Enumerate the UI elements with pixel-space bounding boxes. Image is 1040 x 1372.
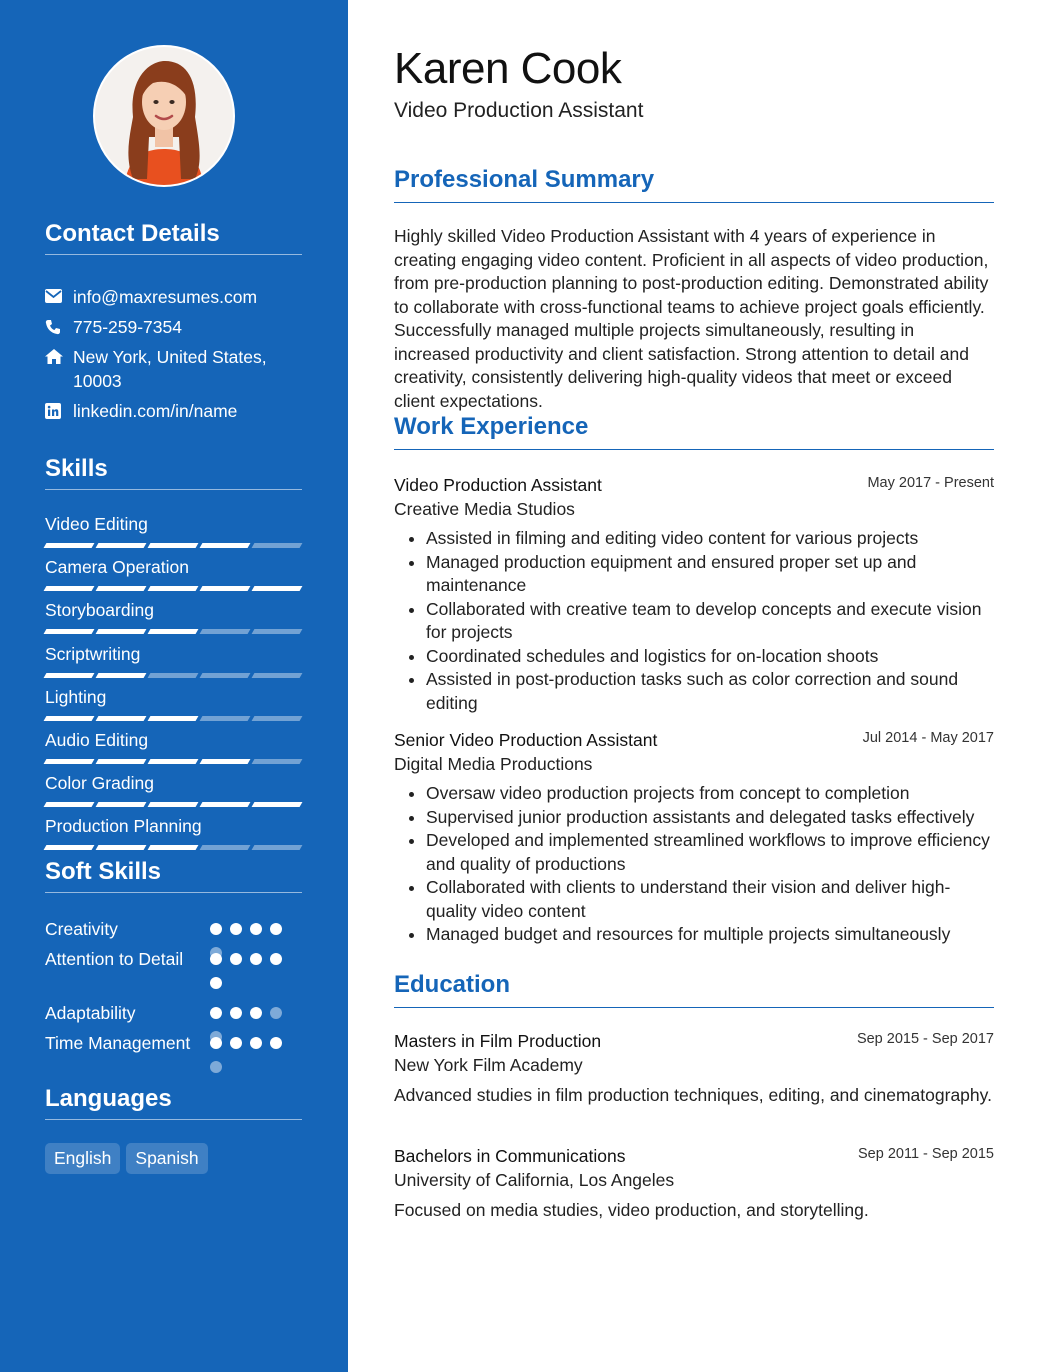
- skill-name: Production Planning: [45, 816, 202, 837]
- skill-item: [45, 512, 302, 555]
- skill-level-bar: [45, 759, 302, 764]
- soft-skill-item: [45, 947, 302, 987]
- skill-level-segment: [148, 802, 199, 807]
- skills-heading: Skills: [45, 455, 302, 490]
- rating-dot: [270, 953, 282, 965]
- skill-level-segment: [200, 845, 251, 850]
- skill-level-segment: [96, 802, 147, 807]
- language-chip: Spanish: [126, 1143, 207, 1174]
- rating-dot: [230, 1007, 242, 1019]
- job-entry: [394, 728, 994, 947]
- education-degree: Masters in Film Production: [394, 1031, 602, 1051]
- skill-item: [45, 814, 302, 857]
- skill-level-segment: [200, 802, 251, 807]
- skill-level-segment: [200, 543, 251, 548]
- skill-name: Video Editing: [45, 514, 148, 534]
- skill-level-segment: [96, 716, 147, 721]
- skill-item: [45, 598, 302, 641]
- skill-level-segment: [44, 673, 95, 678]
- skill-level-segment: [44, 845, 95, 850]
- skill-level-segment: [148, 716, 199, 721]
- skill-item: [45, 771, 302, 814]
- education-school: New York Film Academy: [394, 1055, 583, 1075]
- contact-phone-text[interactable]: 775-259-7354: [73, 317, 182, 337]
- soft-skill-name: Adaptability: [45, 1003, 136, 1023]
- contact-email-text[interactable]: info@maxresumes.com: [73, 287, 258, 307]
- rating-dot: [210, 1007, 222, 1019]
- skill-level-segment: [44, 802, 95, 807]
- skill-level-segment: [44, 716, 95, 721]
- linkedin-icon: [45, 399, 73, 419]
- skill-level-segment: [148, 759, 199, 764]
- soft-skills-heading: Soft Skills: [45, 858, 302, 893]
- skill-item: [45, 555, 302, 598]
- skill-level-segment: [252, 543, 303, 548]
- rating-dot: [230, 923, 242, 935]
- job-title: Video Production Assistant: [394, 475, 602, 495]
- skill-level-segment: [252, 629, 303, 634]
- job-entry: [394, 473, 994, 715]
- job-bullet: • Assisted in post-production tasks such as color correction and sound editing: [426, 668, 994, 715]
- skills-list: [45, 512, 302, 858]
- summary-text: Highly skilled Video Production Assistant with 4 years of experience in creating engaging video content. Proficient in all aspects of video production, from pre-production planning to post-production editing. Demonstrated ability to collaborate with cross-functional teams to achieve project goals efficiently. Successfully managed multiple projects simultaneously, resulting in increased productivity and client satisfaction. Strong attention to detail and creativity, consistently delivering high-quality videos that meet or exceed client expectations.: [394, 226, 989, 411]
- job-title: Senior Video Production Assistant: [394, 730, 658, 750]
- soft-skill-item: [45, 1031, 302, 1071]
- rating-dot: [210, 1037, 222, 1049]
- phone-icon: [45, 315, 73, 335]
- job-bullet: • Supervised junior production assistants and delegated tasks effectively: [426, 806, 994, 830]
- languages-list: [45, 1143, 208, 1174]
- job-bullet: • Oversaw video production projects from concept to completion: [426, 782, 994, 806]
- job-bullet: • Collaborated with clients to understand their vision and deliver high-quality video content: [426, 876, 994, 923]
- rating-dot: [210, 923, 222, 935]
- skill-level-segment: [200, 629, 251, 634]
- skill-level-segment: [44, 586, 95, 591]
- job-bullet: • Managed budget and resources for multiple projects simultaneously: [426, 923, 994, 947]
- rating-dot: [270, 1007, 282, 1019]
- skill-level-segment: [200, 716, 251, 721]
- skill-level-segment: [96, 759, 147, 764]
- skill-level-segment: [252, 716, 303, 721]
- skill-level-segment: [96, 586, 147, 591]
- skill-level-bar: [45, 802, 302, 807]
- skill-level-bar: [45, 586, 302, 591]
- profile-photo-image: [95, 47, 233, 185]
- soft-skill-name: Attention to Detail: [45, 949, 184, 969]
- home-icon: [45, 345, 73, 364]
- candidate-title: Video Production Assistant: [394, 99, 644, 122]
- skill-level-bar: [45, 673, 302, 678]
- skill-name: Scriptwriting: [45, 643, 141, 664]
- rating-dot: [210, 977, 222, 989]
- job-bullet: • Managed production equipment and ensured proper set up and maintenance: [426, 551, 994, 598]
- profile-photo: [93, 45, 235, 187]
- soft-skill-name: Creativity: [45, 919, 118, 939]
- skill-level-segment: [148, 543, 199, 548]
- skill-level-segment: [252, 802, 303, 807]
- job-dates: Jul 2014 - May 2017: [862, 730, 994, 746]
- contact-address-line2: 10003: [73, 371, 122, 391]
- education-description: Advanced studies in film production techniques, editing, and cinematography.: [394, 1085, 992, 1105]
- skill-level-segment: [252, 759, 303, 764]
- education-entry: [394, 1029, 994, 1108]
- skill-level-bar: [45, 845, 302, 850]
- skill-level-segment: [148, 629, 199, 634]
- skill-level-segment: [96, 673, 147, 678]
- skill-level-segment: [200, 759, 251, 764]
- job-bullet: • Collaborated with creative team to develop concepts and execute vision for projects: [426, 598, 994, 645]
- soft-skill-rating: [210, 1031, 290, 1071]
- education-description: Focused on media studies, video production, and storytelling.: [394, 1200, 869, 1220]
- skill-level-segment: [148, 586, 199, 591]
- contact-list: [45, 285, 305, 429]
- rating-dot: [270, 1037, 282, 1049]
- skill-level-bar: [45, 543, 302, 548]
- contact-heading: Contact Details: [45, 220, 302, 255]
- job-company: Creative Media Studios: [394, 499, 575, 519]
- education-entry: [394, 1144, 994, 1223]
- contact-phone[interactable]: [45, 315, 305, 339]
- education-degree: Bachelors in Communications: [394, 1146, 626, 1166]
- education-heading: Education: [394, 971, 994, 1008]
- skill-level-segment: [200, 673, 251, 678]
- contact-linkedin[interactable]: [45, 399, 305, 423]
- skill-level-segment: [148, 673, 199, 678]
- skill-level-segment: [148, 845, 199, 850]
- skill-level-segment: [96, 543, 147, 548]
- rating-dot: [250, 953, 262, 965]
- job-bullet: • Coordinated schedules and logistics for on-location shoots: [426, 645, 994, 669]
- education-dates: Sep 2011 - Sep 2015: [858, 1146, 994, 1162]
- rating-dot: [230, 953, 242, 965]
- languages-heading: Languages: [45, 1085, 302, 1120]
- soft-skill-rating: [210, 947, 290, 987]
- skill-level-bar: [45, 629, 302, 634]
- education-school: University of California, Los Angeles: [394, 1170, 675, 1190]
- contact-address: [45, 345, 305, 393]
- skill-level-segment: [44, 759, 95, 764]
- rating-dot: [250, 1007, 262, 1019]
- skill-item: [45, 728, 302, 771]
- skill-level-segment: [44, 543, 95, 548]
- skill-item: [45, 642, 302, 685]
- skill-level-segment: [200, 586, 251, 591]
- experience-heading: Work Experience: [394, 413, 994, 450]
- skill-level-segment: [252, 673, 303, 678]
- skill-level-segment: [96, 629, 147, 634]
- job-dates: May 2017 - Present: [867, 475, 994, 491]
- skill-level-segment: [96, 845, 147, 850]
- job-bullet: • Developed and implemented streamlined workflows to improve efficiency and quality of productions: [426, 829, 994, 876]
- skill-item: [45, 685, 302, 728]
- skill-level-bar: [45, 716, 302, 721]
- candidate-name: Karen Cook: [394, 44, 622, 93]
- skill-name: Audio Editing: [45, 729, 149, 750]
- skill-name: Color Grading: [45, 773, 154, 794]
- rating-dot: [250, 923, 262, 935]
- sidebar: [0, 0, 348, 1372]
- contact-email[interactable]: [45, 285, 305, 309]
- envelope-icon: [45, 285, 73, 303]
- job-bullet: • Assisted in filming and editing video content for various projects: [426, 527, 994, 551]
- job-company: Digital Media Productions: [394, 754, 593, 774]
- summary-heading: Professional Summary: [394, 166, 994, 203]
- job-bullets: [394, 782, 994, 947]
- rating-dot: [230, 1037, 242, 1049]
- skill-level-segment: [252, 586, 303, 591]
- skill-name: Lighting: [45, 686, 107, 707]
- skill-level-segment: [44, 629, 95, 634]
- rating-dot: [210, 953, 222, 965]
- skill-level-segment: [252, 845, 303, 850]
- rating-dot: [210, 1061, 222, 1073]
- skill-name: Storyboarding: [45, 600, 154, 621]
- job-bullets: [394, 527, 994, 715]
- contact-linkedin-text[interactable]: linkedin.com/in/name: [73, 401, 238, 421]
- rating-dot: [270, 923, 282, 935]
- skill-name: Camera Operation: [45, 557, 189, 578]
- language-chip: English: [45, 1143, 120, 1174]
- rating-dot: [250, 1037, 262, 1049]
- soft-skill-name: Time Management: [45, 1033, 191, 1053]
- education-dates: Sep 2015 - Sep 2017: [856, 1031, 994, 1047]
- contact-address-line1: New York, United States,: [73, 347, 267, 367]
